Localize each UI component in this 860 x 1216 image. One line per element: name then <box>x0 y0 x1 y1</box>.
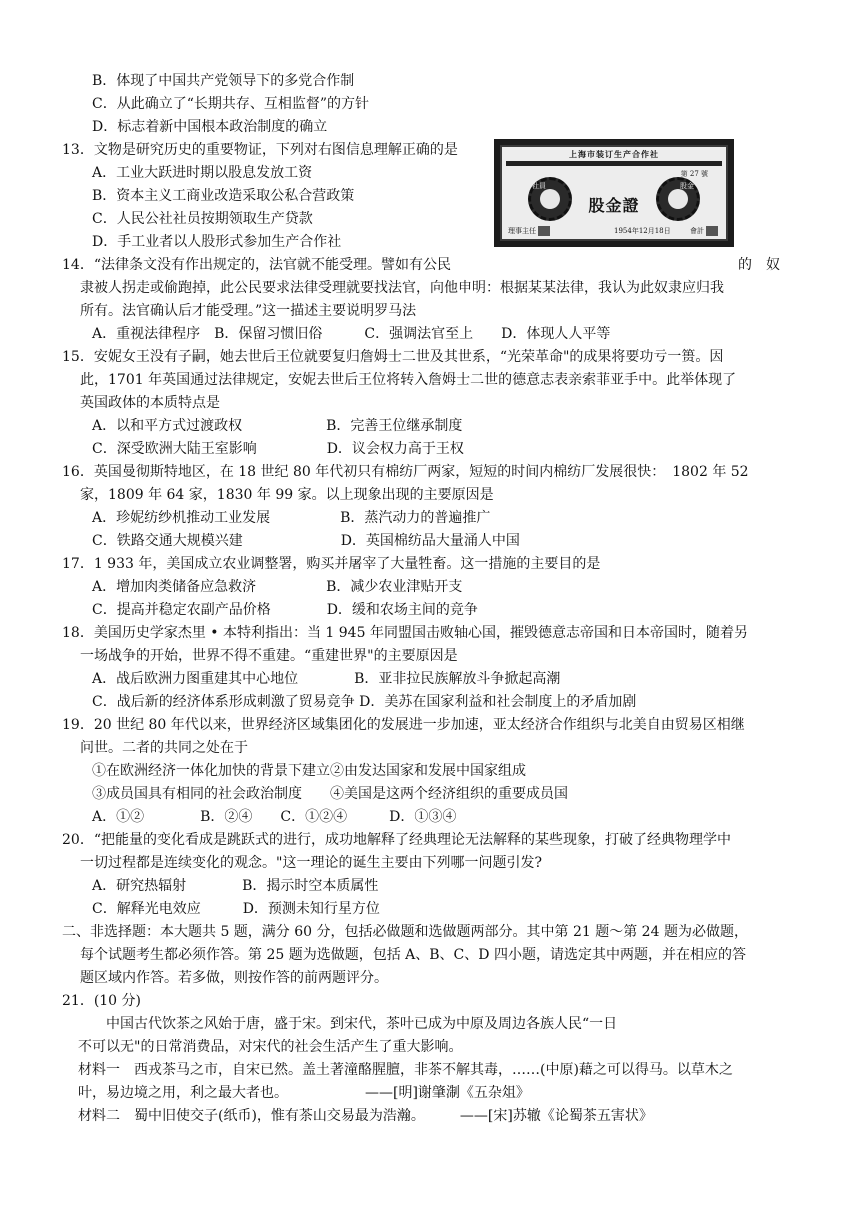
text-line: C．战后新的经济体系形成刺激了贸易竞争 D．美苏在国家利益和社会制度上的矛盾加剧 <box>92 694 637 710</box>
text-line: 英国政体的本质特点是 <box>80 395 220 411</box>
text-line: ①在欧洲经济一体化加快的背景下建立②由发达国家和发展中国家组成 <box>92 763 526 779</box>
certificate-right-label: 股金 <box>680 182 694 190</box>
text-line: C．提高并稳定农副产品价格 D．缓和农场主间的竞争 <box>92 602 478 618</box>
text-line: A．战后欧洲力图重建其中心地位 B．亚非拉民族解放斗争掀起高潮 <box>92 671 561 687</box>
text-line: 15．安妮女王没有子嗣，她去世后王位就要复归詹姆士二世及其世系，“光荣革命"的成果将要功亏一篑。因 <box>62 349 724 365</box>
text-line: 20．“把能量的变化看成是跳跃式的进行，成功地解释了经典理论无法解释的某些现象，打破了经典物理学中 <box>62 832 731 848</box>
text-line: 每个试题考生都必须作答。第 25 题为选做题，包括 A、B、C、D 四小题，请选定其中两题，并在相应的答 <box>80 947 746 963</box>
text-line: 隶被人拐走或偷跑掉，此公民要求法律受理就要找法官，向他申明：根据某某法律，我认为此奴隶应归我 <box>80 280 724 296</box>
text-line: 家，1809 年 64 家，1830 年 99 家。以上现象出现的主要原因是 <box>80 487 494 503</box>
text-line: 16．英国曼彻斯特地区，在 18 世纪 80 年代初只有棉纺厂两家，短短的时间内棉纺厂发展很快： 1802 年 52 <box>62 464 749 480</box>
text-line: A．以和平方式过渡政权 B．完善王位继承制度 <box>92 418 463 434</box>
q14-line-tail: 的 奴 <box>738 257 780 273</box>
text-line: C．解释光电效应 D．预测未知行星方位 <box>92 901 380 917</box>
text-line: ③成员国具有相同的社会政治制度 ④美国是这两个经济组织的重要成员国 <box>92 786 568 802</box>
text-line: 中国古代饮茶之风始于唐，盛于宋。到宋代，茶叶已成为中原及周边各族人民“一日 <box>92 1016 618 1032</box>
text-line: A．重视法律程序 B．保留习惯旧俗 C．强调法官至上 D．体现人人平等 <box>92 326 611 342</box>
text-line: 14．“法律条文没有作出规定的，法官就不能受理。譬如有公民 <box>62 257 451 273</box>
text-line: A．增加肉类储备应急救济 B．减少农业津贴开支 <box>92 579 463 595</box>
share-certificate-image <box>494 139 734 247</box>
text-line: A．珍妮纺纱机推动工业发展 B．蒸汽动力的普遍推广 <box>92 510 491 526</box>
text-line: C．铁路交通大规模兴建 D．英国棉纺品大量涌人中国 <box>92 533 520 549</box>
text-line: 材料二 蜀中旧使交子(纸币)，惟有茶山交易最为浩瀚。 ——[宋]苏辙《论蜀茶五害状》 <box>78 1108 653 1124</box>
certificate-header: 上海市装订生产合作社 <box>569 149 659 159</box>
text-line: A．研究热辐射 B．揭示时空本质属性 <box>92 878 379 894</box>
text-line: C．深受欧洲大陆王室影响 D．议会权力高于王权 <box>92 441 464 457</box>
text-line: D．手工业者以人股形式参加生产合作社 <box>92 234 342 250</box>
text-line: C．人民公社社员按期领取生产贷款 <box>92 211 313 227</box>
text-line: 二、非选择题：本大题共 5 题，满分 60 分，包括必做题和选做题两部分。其中第 21 题～第 24 题为必做题， <box>62 924 748 940</box>
text-line: C．从此确立了“长期共存、互相监督”的方针 <box>92 96 370 112</box>
text-line: B．资本主义工商业改造采取公私合营政策 <box>92 188 355 204</box>
certificate-date: 1954年12月18日 <box>614 227 671 235</box>
seal-stamp-icon <box>538 226 550 236</box>
text-line: 19．20 世纪 80 年代以来，世界经济区域集团化的发展进一步加速，亚太经济合作组织与北美自由贸易区相继 <box>62 717 745 733</box>
text-line: 18．美国历史学家杰里 • 本特利指出：当 1 945 年同盟国击败轴心国，摧毁德意志帝国和日本帝国时，随着另 <box>62 625 748 641</box>
text-line: 此，1701 年英国通过法律规定，安妮去世后王位将转入詹姆士二世的德意志表亲索菲亚手中。此举体现了 <box>80 372 737 388</box>
text-line: B．体现了中国共产党领导下的多党合作制 <box>92 73 355 89</box>
text-line: A．工业大跃进时期以股息发放工资 <box>92 165 313 181</box>
text-line: 17．1 933 年，美国成立农业调整署，购买并屠宰了大量牲畜。这一措施的主要目的是 <box>62 556 601 572</box>
text-line: 叶，易边境之用，利之最大者也。 ——[明]谢肇淛《五杂俎》 <box>78 1085 530 1101</box>
certificate-number: 第 27 號 <box>680 170 708 178</box>
certificate-accountant: 會計 <box>690 226 718 236</box>
text-line: 题区域内作答。若多做，则按作答的前两题评分。 <box>80 970 388 986</box>
text-line: D．标志着新中国根本政治制度的确立 <box>92 119 328 135</box>
certificate-title: 股金證 <box>588 196 640 215</box>
certificate-director: 理事主任 <box>508 226 550 236</box>
text-line: 所有。法官确认后才能受理。”这一描述主要说明罗马法 <box>80 303 417 319</box>
text-line: 一场战争的开始，世界不得不重建。“重建世界"的主要原因是 <box>80 648 458 664</box>
certificate-bar <box>506 161 722 166</box>
certificate-left-label: 社員 <box>532 182 546 190</box>
text-line: 材料一 西戎茶马之市，自宋已然。盖土著潼酪腥膻，非茶不解其毒，……(中原)藉之可以得马。以草木之 <box>78 1062 733 1078</box>
text-line: A．①② B．②④ C．①②④ D．①③④ <box>92 809 457 825</box>
text-line: 21．(10 分) <box>62 993 142 1009</box>
seal-stamp-icon <box>706 226 718 236</box>
text-line: 不可以无"的日常消费品，对宋代的社会生活产生了重大影响。 <box>78 1039 463 1055</box>
text-line: 13．文物是研究历史的重要物证，下列对右图信息理解正确的是 <box>62 142 458 158</box>
text-line: 问世。二者的共同之处在于 <box>80 740 248 756</box>
text-line: 一切过程都是连续变化的观念。"这一理论的诞生主要由下列哪一问题引发? <box>80 855 542 871</box>
